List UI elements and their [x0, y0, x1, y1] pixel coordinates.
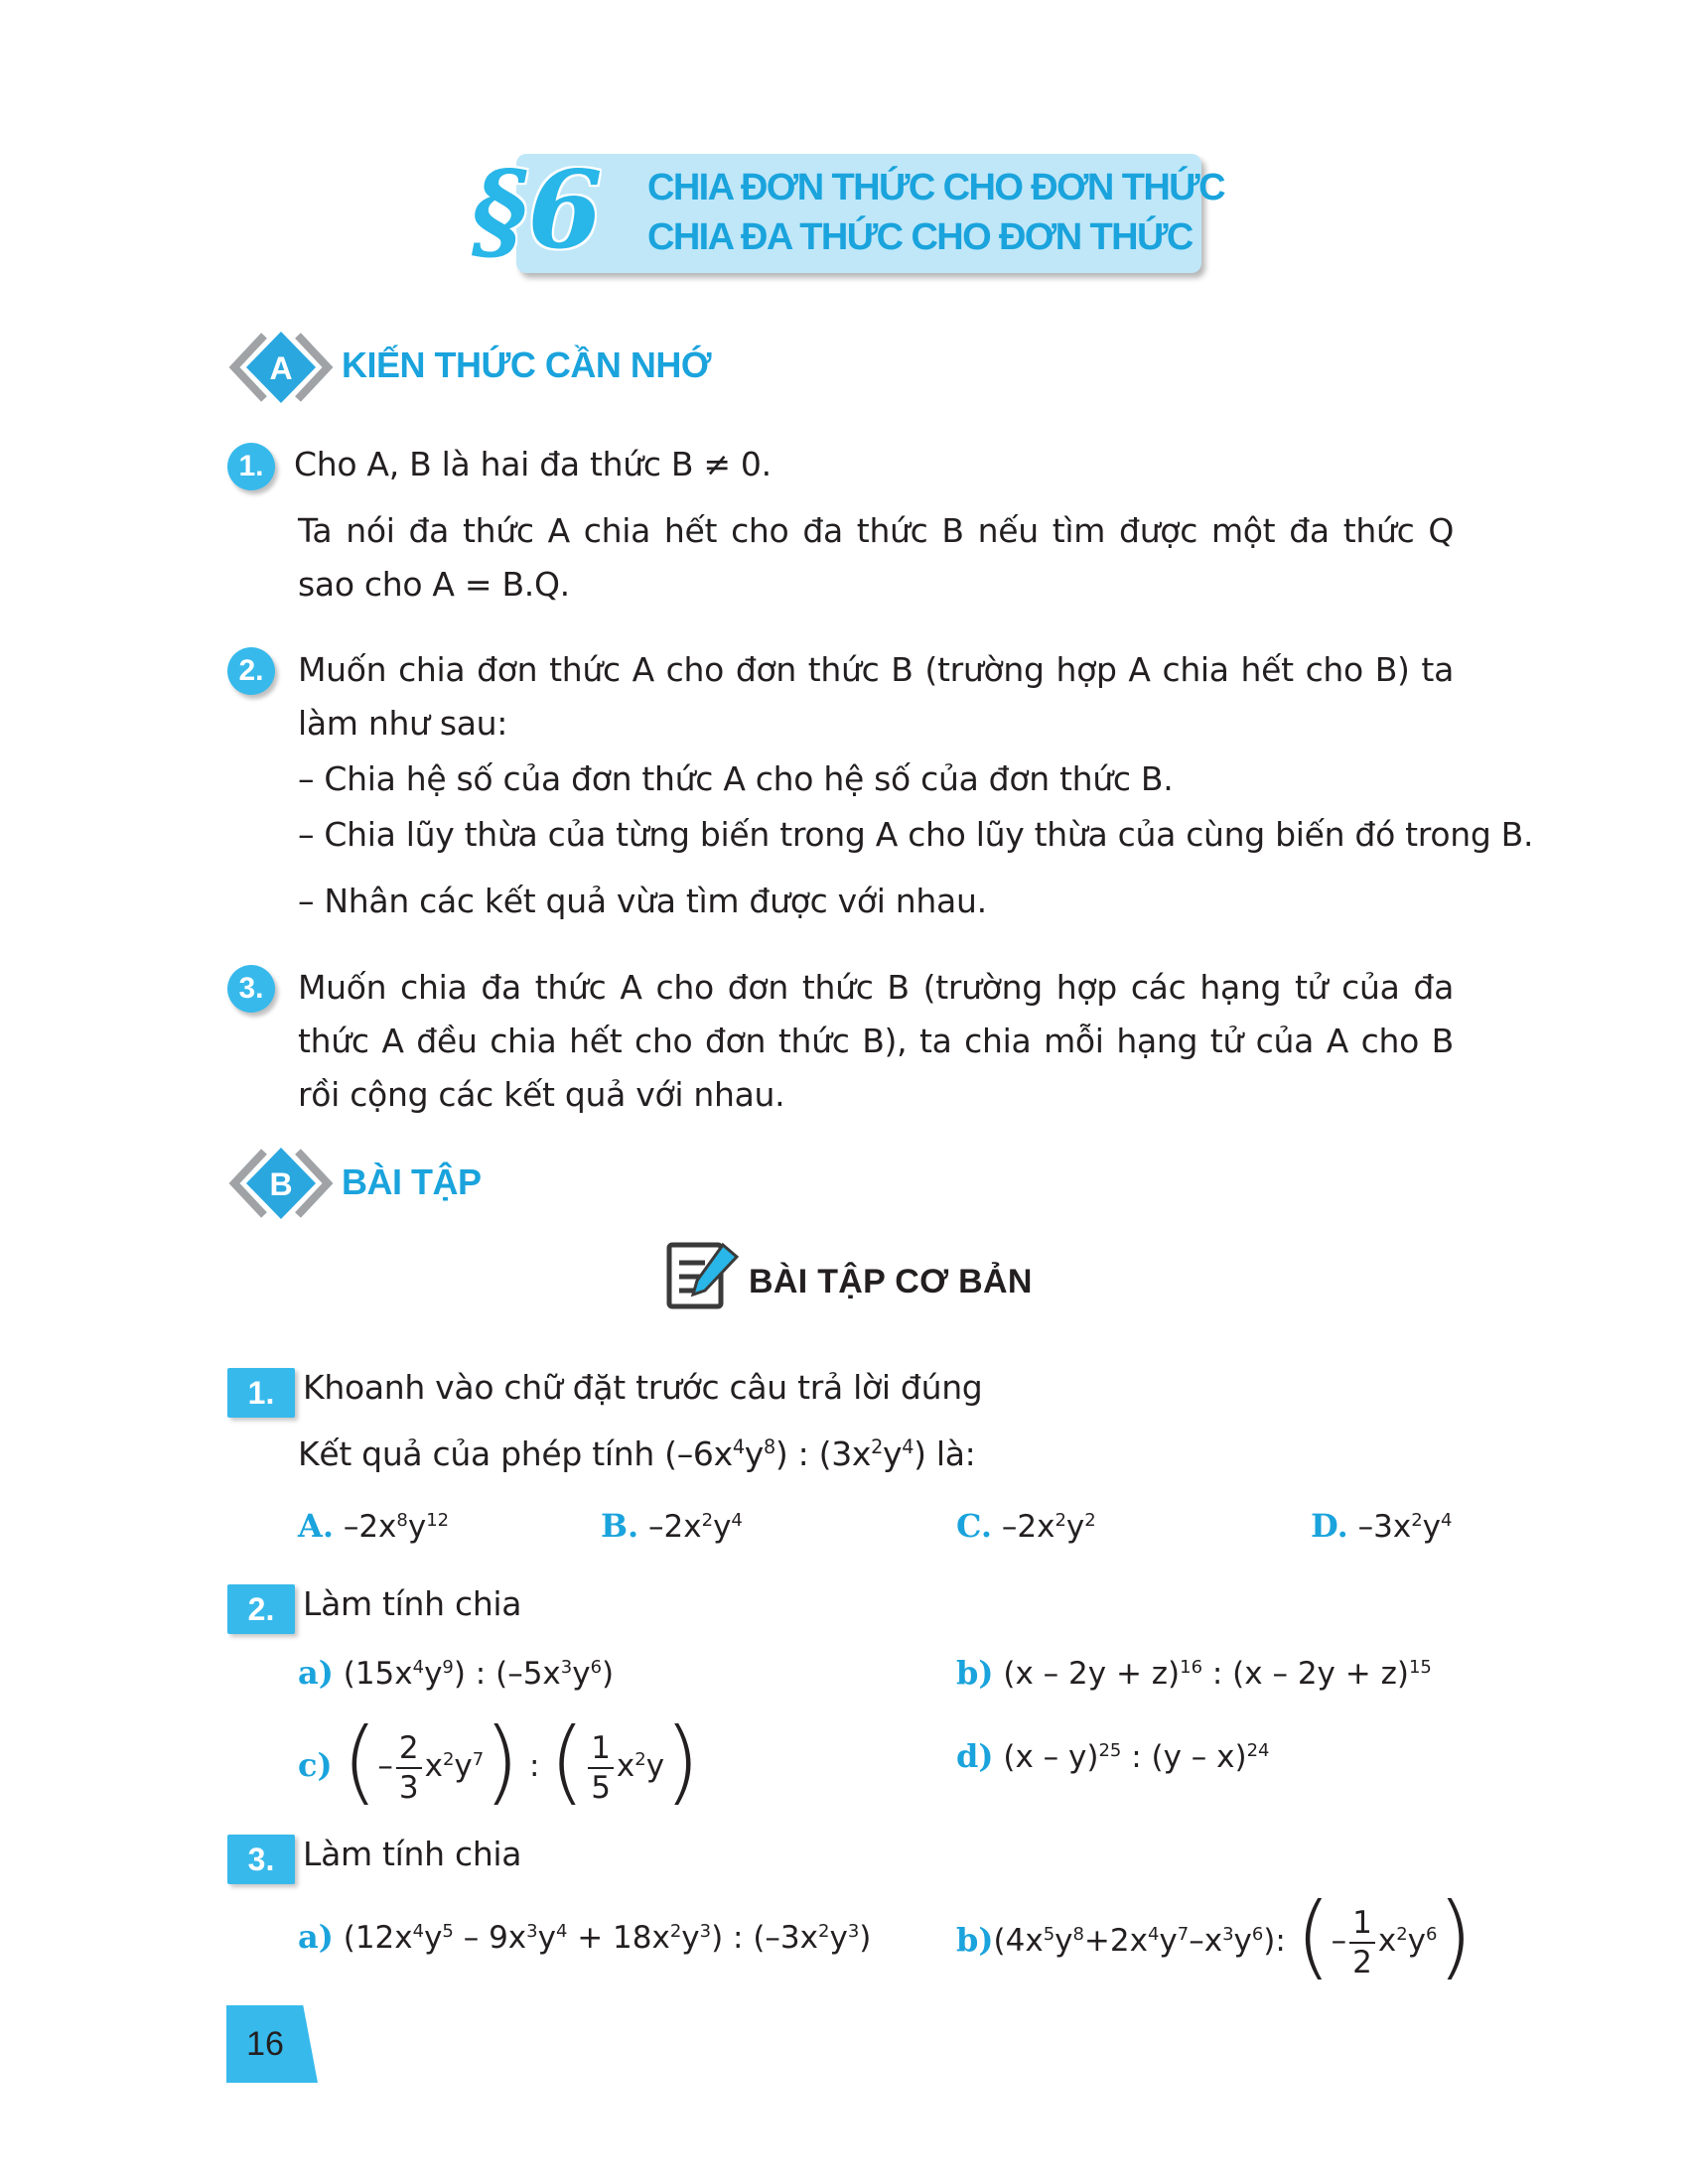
- exercise-2a: a) $(15x^4y^9)$ : $(-5x^3y^6)$: [298, 1654, 615, 1692]
- section-b-title: BÀI TẬP: [342, 1161, 482, 1202]
- option-b-label: B.: [601, 1507, 639, 1545]
- section-b-badge-icon: [226, 1144, 336, 1223]
- option-c[interactable]: C. $-2x^2y^2$: [956, 1507, 1096, 1545]
- knowledge-number-2: 2.: [227, 647, 275, 695]
- exercise-number-1: 1.: [227, 1368, 295, 1418]
- exercise-3a-label: a): [298, 1918, 334, 1956]
- exercise-2d-label: d): [956, 1737, 994, 1775]
- section-a-badge-icon: [226, 328, 336, 407]
- knowledge-number-1: 1.: [227, 443, 275, 490]
- exercise-number-2: 2.: [227, 1584, 295, 1634]
- title-line-1: CHIA ĐƠN THỨC CHO ĐƠN THỨC: [647, 167, 1224, 208]
- exercise-3-instruction: Làm tính chia: [303, 1835, 522, 1873]
- exercise-1-instruction: Khoanh vào chữ đặt trước câu trả lời đúng: [303, 1368, 983, 1407]
- knowledge-2-paragraph: Muốn chia đơn thức A cho đơn thức B (trường hợp A chia hết cho B) ta làm như sau:: [298, 650, 1454, 743]
- exercise-3b: $b)(4x^5y^8+2x^4y^7-x^3y^6)$: (– $\frac{1}{2}$ $x^2y^6$): [956, 1882, 1474, 1989]
- title-line-2: CHIA ĐA THỨC CHO ĐƠN THỨC: [647, 216, 1193, 258]
- page-number: 16: [246, 2025, 284, 2063]
- exercise-2c-label: c): [298, 1746, 333, 1784]
- exercise-2c: c) (– $\frac{2}{3}$ $x^2y^7$) : ( $\frac{1}{5}$ $x^2y$): [298, 1707, 700, 1815]
- exercise-1-question: Kết quả của phép tính $(-6x^4y^8)$ : $(3x^2y^4)$ là:: [298, 1434, 976, 1473]
- exercise-3b-label: b): [956, 1921, 994, 1959]
- exercise-2b-label: b): [956, 1654, 994, 1692]
- option-d-label: D.: [1311, 1507, 1348, 1545]
- exercise-2-instruction: Làm tính chia: [303, 1584, 522, 1623]
- section-b-letter: B: [269, 1166, 293, 1202]
- knowledge-1-line: Cho A, B là hai đa thức B ≠ 0.: [294, 445, 772, 483]
- exercise-2b: b) $(x - 2y + z)^{16}$ : $(x - 2y + z)^{15}$: [956, 1654, 1432, 1692]
- section-a-letter: A: [269, 350, 293, 386]
- knowledge-2-bullet-3: – Nhân các kết quả vừa tìm được với nhau.: [298, 882, 987, 920]
- section-number: §6: [472, 148, 603, 273]
- exercise-2d: d) (x – y)$^{25}$ : (y – x)$^{24}$: [956, 1737, 1270, 1775]
- exercise-2a-label: a): [298, 1654, 334, 1692]
- option-d[interactable]: D. $-3x^2y^4$: [1311, 1507, 1453, 1545]
- knowledge-3-paragraph: Muốn chia đa thức A cho đơn thức B (trường hợp các hạng tử của đa thức A đều chia hết cho đơn thức B), ta chia mỗi hạng tử của A cho B rồi cộng các kết quả với nhau.: [298, 968, 1454, 1114]
- knowledge-1-paragraph: Ta nói đa thức A chia hết cho đa thức B nếu tìm được một đa thức Q sao cho A = B.Q.: [298, 511, 1454, 604]
- option-b[interactable]: B. $-2x^2y^4$: [601, 1507, 743, 1545]
- knowledge-2-bullet-2: – Chia lũy thừa của từng biến trong A cho lũy thừa của cùng biến đó trong B.: [298, 815, 1534, 854]
- exercise-number-3: 3.: [227, 1835, 295, 1884]
- option-a[interactable]: A. $-2x^8y^{12}$: [298, 1507, 450, 1545]
- option-a-label: A.: [298, 1507, 334, 1545]
- basic-exercises-title: BÀI TẬP CƠ BẢN: [749, 1263, 1033, 1300]
- exercise-notepad-icon: [665, 1239, 743, 1310]
- section-a-title: KIẾN THỨC CẦN NHỚ: [342, 344, 712, 385]
- exercise-3a: a) $(12x^4y^5 - 9x^3y^4 + 18x^2y^3)$ : $(-3x^2y^3)$: [298, 1918, 872, 1956]
- option-c-label: C.: [956, 1507, 993, 1545]
- knowledge-number-3: 3.: [227, 965, 275, 1013]
- knowledge-2-bullet-1: – Chia hệ số của đơn thức A cho hệ số của đơn thức B.: [298, 759, 1174, 798]
